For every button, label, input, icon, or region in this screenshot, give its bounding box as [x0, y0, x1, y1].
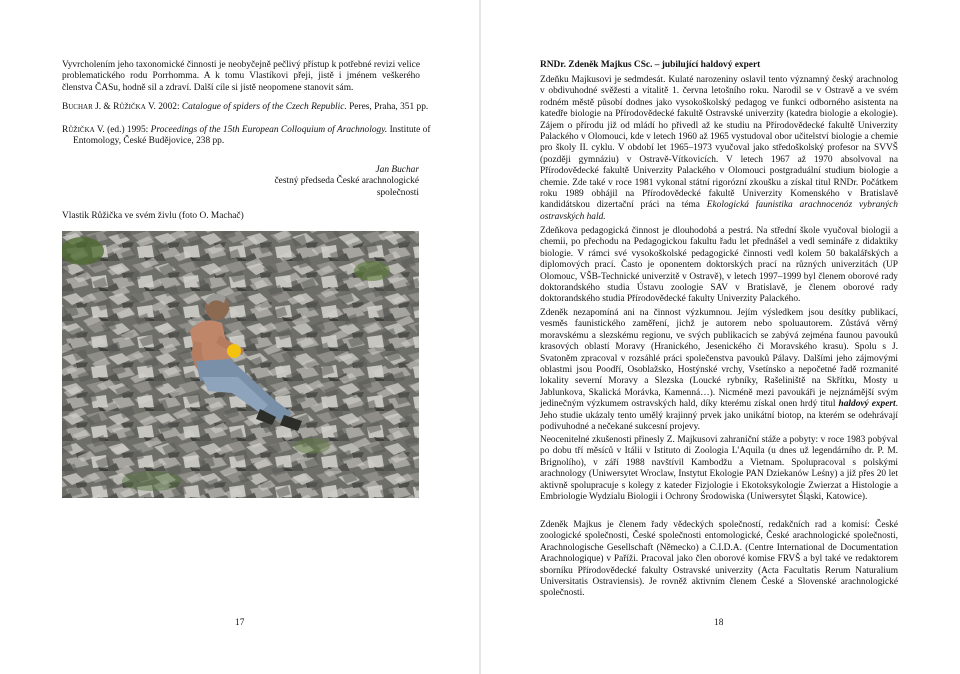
paragraph-3	[540, 308, 898, 433]
reference-1	[62, 102, 431, 113]
page-number-left: 17	[235, 618, 245, 628]
paragraph-1-text: Zdeňku Majkusovi je sedmdesát. Kulaté narozeniny oslavil tento významný český arachnolog v obdivuhodné svěžesti a vitalitě 1. června letošního roku. Narodil se v Ostravě a ve svém rodném městě působí dodnes jako vysokoškolský pedagog ve funkci odborného asistenta na katedře biologie na Přírodovědecké fakultě Ostravské univerzity (katedra biologie a ekologie). Zájem o přírodu již od mládí ho přivedl až ke studiu na Přírodovědecké fakultě Univerzity Palackého v Olomouci, kde v letech 1960 až 1965 vystudoval obor učitelství biologie a chemie pro školy II. cyklu. V období let 1965–1973 vyučoval jako středoškolský profesor na SVVŠ (později gymnáziu) v Ostravě-Vítkovicích. V letech 1967 až 1970 absolvoval na Přírodovědecké fakultě Univerzity Palackého v Olomouci postgraduální studium biologie a chemie. Zde také v roce 1981 vykonal státní rigorózní zkoušku a získal titul RNDr. Počátkem roku 1989 obhájil na Přírodovědecké fakultě Univerzity Komenského v Bratislavě kandidátskou dizertační práci na téma	[540, 75, 898, 211]
paragraph-1	[540, 75, 898, 223]
reference-2-authors: Růžička V.	[62, 125, 105, 135]
reference-1-publisher: Peres, Praha, 351 pp.	[349, 102, 429, 112]
reference-2-publisher: Institute of Entomology, České Budějovice, 238 pp.	[73, 125, 431, 147]
reference-2-year: (ed.) 1995:	[107, 125, 149, 135]
page-number-right: 18	[714, 618, 724, 628]
scree-photo	[62, 231, 419, 498]
dissertation-title: Ekologická faunistika arachnocenóz vybraných ostravských hald.	[540, 200, 898, 222]
reference-1-authors: Buchar J. & Růžička V.	[62, 102, 156, 112]
article-title: RNDr. Zdeněk Majkus CSc. – jubilující haldový expert	[540, 60, 761, 70]
signature	[240, 165, 419, 199]
intro-paragraph: Vyvrcholením jeho taxonomické činnosti je neobyčejně pečlivý přístup k potřebné revizi velice problematického rodu Porrhomma. A k tomu Vlastíkovi přeji, jistě i jménem veškerého členstva ČASu, hodně sil a zdraví. Další cíle si jistě neopomene stanovit sám.	[62, 60, 420, 93]
paragraph-2: Zdeňkova pedagogická činnost je dlouhodobá a pestrá. Na střední škole vyučoval biologii a chemii, po přechodu na Pedagogickou fakultu řadu let přednášel a vedl semináře z didaktiky biologie. V rámci své vysokoškolské pedagogické činnosti vedl kolem 50 bakalářských a diplomových prací. Často je oponentem doktorských prací na různých univerzitách (UP Olomouc, VŠB-Technické univerzitě v Ostravě), v letech 1997–1999 byl členem oborové rady doktorandského studia Ústavu zoologie SAV v Bratislavě, je členem oborové rady doktorandského studia Přírodovědecké fakulty Univerzity Palackého.	[540, 226, 898, 305]
reference-1-title: Catalogue of spiders of the Czech Republic.	[181, 102, 347, 112]
reference-2-title: Proceedings of the 15th European Colloquium of Arachnology.	[150, 125, 388, 135]
photo-caption: Vlastik Růžička ve svém živlu (foto O. Machač)	[62, 211, 244, 221]
paragraph-4: Neocenitelné zkušenosti přinesly Z. Majkusovi zahraniční stáže a pobyty: v roce 1983 pobýval po dobu tří měsíců v Itálii v Istituto di Zoologia L'Aquila (u dnes už legendárního dr. P. M. Brignolího), v září 1988 navštívil Kambodžu a Vietnam. Spolupracoval s polskými arachnology (Uniwersytet Wroclaw, Instytut Ekologie PAN Dziekanów Leśny) a již přes 20 let aktivně spolupracuje s kolegy z kateder Fizjologie i Ekotoksykologie Zwierzat a Histologie a Embriologie Wydzialu Biologii i Ochrony Środowiska (Uniwersytet Śląski, Katowice).	[540, 435, 898, 503]
haldovy-expert-phrase: haldový expert	[838, 399, 896, 410]
signature-name: Jan Buchar	[375, 165, 419, 175]
reference-2	[62, 125, 431, 148]
paragraph-5: Zdeněk Majkus je členem řady vědeckých společností, redakčních rad a komisí: České zoologické společnosti, České společnosti entomologické, České arachnologické společnosti, Arachnologische Gesellschaft (Německo) a C.I.D.A. (Centre International de Documentation Arachnologique) v Paříži. Pracoval jako člen oborové komise FRVŠ a byl také ve redaktorem sborníku Přírodovědecké fakulty Ostravské univerzity (Acta Facultatis Rerum Naturalium Universitatis Ostraviensis). Je rovněž aktivním členem České a Slovenské arachnologické společnosti.	[540, 520, 898, 599]
signature-role: čestný předseda České arachnologické společnosti	[274, 176, 419, 198]
left-page	[0, 0, 479, 674]
paragraph-3-text: Zdeněk nezapomíná ani na činnost výzkumnou. Jejím výsledkem jsou desítky publikací, vesměs faunistického zaměření, jichž je autorem nebo spoluautorem. Zůstává věrný moravskému a slezskému regionu, ve svých publikacích se zabývá zejména faunou pavouků krasových oblastí Moravy (Hranického, Jesenického či Moravského krasu). Spolu s J. Svatoněm zpracoval v rozsáhlé práci společenstva pavouků Pálavy. Dalšími jeho zájmovými oblastmi jsou Poodří, Osoblažsko, Hostýnské vrchy, Vsetínsko a nepočetné řadě rozmanité lokality severní Moravy a Slezska (Loucké rybníky, Rašeliniště na Skřítku, Mosty u Jablunkova, Skalická Morávka, Kamenná…). Nicméně mezi pavoukáři je nejznámější svým jedinečným výzkumem ostravských hald, díky kterému získal onen hrdý titul	[540, 308, 898, 410]
reference-1-year: 2002:	[158, 102, 180, 112]
right-page	[481, 0, 960, 674]
paragraph-3-ending: . Jeho studie ukázaly tento umělý krajinný prvek jako unikátní biotop, na kterém se odehrávají podivuhodné a nečekané sukcesní projevy.	[540, 399, 899, 433]
